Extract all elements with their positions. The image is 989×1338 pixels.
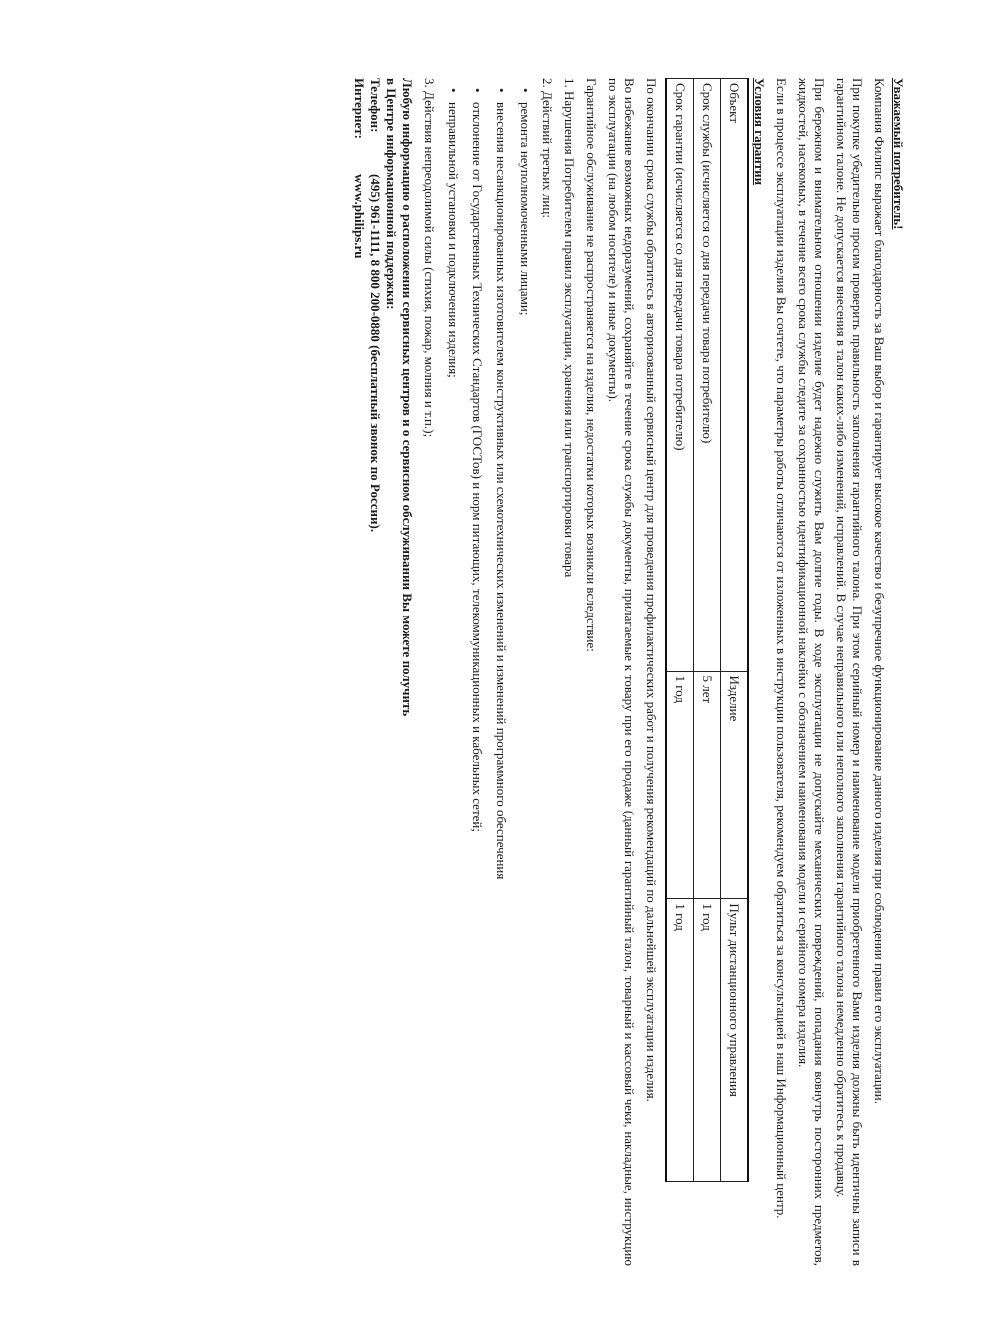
list-item-text: неправильной установки и подключения изделия; xyxy=(446,102,461,378)
phone-label: Телефон: xyxy=(368,78,383,133)
web-link[interactable]: www.philips.ru xyxy=(352,174,367,259)
table-cell: 5 лет xyxy=(694,671,721,899)
list-item-text: отклонение от Государственных Технических Стандартов (ГОСТов) и норм питающих, телекоммуникационных и кабельных сетей; xyxy=(470,102,485,832)
list-item xyxy=(445,88,461,1266)
web-label: Интернет: xyxy=(352,78,367,139)
service-life-end-paragraph: По окончании срока службы обратитесь в авторизованный сервисный центр для проведения профилактических работ и получения рекомендаций по дальнейшей эксплуатации изделия. xyxy=(644,78,659,1102)
contacts-block xyxy=(351,78,415,1266)
list-item-text: внесения несанкционированных изготовителем конструктивных или схемотехнических изменений и изменений программного обеспечения xyxy=(494,102,509,880)
table-cell: Срок гарантии (исчисляется со дня передачи товара потребителю) xyxy=(666,79,694,672)
bullet-icon: • xyxy=(446,88,461,93)
table-row xyxy=(694,79,721,1182)
list-item xyxy=(469,88,485,1266)
table-cell: 1 год xyxy=(666,671,694,899)
table-cell: Срок службы (исчисляется со дня передачи товара потребителю) xyxy=(694,79,721,672)
table-cell: 1 год xyxy=(666,899,694,1182)
bullet-icon: • xyxy=(494,88,509,93)
careful-use-paragraph: При бережном и внимательном отношении изделие будет надежно служить Вам долгие годы. В ходе эксплуатации не допускайте механических повреждений, попадания вовнутрь посторонних предметов, жидкостей, насекомых, в течение всего срока службы следите за сохранностью идентификационной наклейки с обозначением наименования модели и серийного номера изделия. xyxy=(796,78,827,1266)
bullet-icon: • xyxy=(518,88,533,93)
table-cell: 1 год xyxy=(694,899,721,1182)
contacts-intro-line: Любую информацию о расположении сервисных центров и о сервисном обслуживании Вы можете получить xyxy=(400,78,415,717)
exclusion-item-2: 2. Действий третьих лиц: xyxy=(540,78,555,218)
warranty-table xyxy=(665,78,749,1182)
exclusion-item-1: 1. Нарушения Потребителем правил эксплуатации, хранения или транспортировки товара xyxy=(562,78,577,578)
exclusion-item-3: 3. Действия непреодолимой силы (стихия, пожар, молния и т.п.); xyxy=(422,78,437,438)
warranty-section-title: Условия гарантии xyxy=(752,78,767,186)
intro-paragraph: Компания Филипс выражает благодарность за Ваш выбор и гарантирует высокое качество и безупречное функционирование данного изделия при соблюдении правил его эксплуатации. xyxy=(872,78,887,1104)
phone-row xyxy=(367,78,383,1266)
contacts-intro-line: в Центре информационной поддержки: xyxy=(384,78,399,310)
exclusions-intro-paragraph: Гарантийное обслуживание не распространяется на изделия, недостатки которых возникли вследствие: xyxy=(584,78,599,652)
warranty-sheet xyxy=(76,78,906,1266)
table-header-cell: Объект xyxy=(721,79,749,672)
consultation-paragraph: Если в процессе эксплуатации изделия Вы сочтете, что параметры работы отличаются от изложенных в инструкции пользователя, рекомендуем обратиться за консультацией в наш Информационный центр. xyxy=(774,78,789,1219)
table-header-row xyxy=(721,79,749,1182)
phone-value: (495) 961-1111, 8 800 200-0880 (бесплатный звонок по России). xyxy=(368,174,383,533)
web-row xyxy=(351,78,367,1266)
greeting-heading: Уважаемый потребитель! xyxy=(891,78,906,230)
list-item xyxy=(517,88,533,1266)
third-party-bullet-list xyxy=(445,78,533,1266)
check-coupon-paragraph: При покупке убедительно просим проверить правильность заполнения гарантийного талона. При этом серийный номер и наименование модели приобретенного Вами изделия должны быть идентичны записи в гарантийном талоне. Не допускается внесения в талон каких-либо изменений, исправлений. В случае неправильного или неполного заполнения гарантийного талона немедленно обратитесь к продавцу. xyxy=(834,78,865,1266)
table-header-cell: Изделие xyxy=(721,671,749,899)
list-item-text: ремонта неуполномоченными лицами; xyxy=(518,102,533,316)
keep-documents-paragraph: Во избежание возможных недоразумений, сохраняйте в течение срока службы документы, прилагаемые к товару при его продаже (данный гарантийный талон, товарный и кассовый чеки, накладные, инструкцию по эксплуатации (на любом носителе) и иные документы). xyxy=(606,78,637,1266)
table-row xyxy=(666,79,694,1182)
list-item xyxy=(493,88,509,1266)
bullet-icon: • xyxy=(470,88,485,93)
table-header-cell: Пульт дистанционного управления xyxy=(721,899,749,1182)
